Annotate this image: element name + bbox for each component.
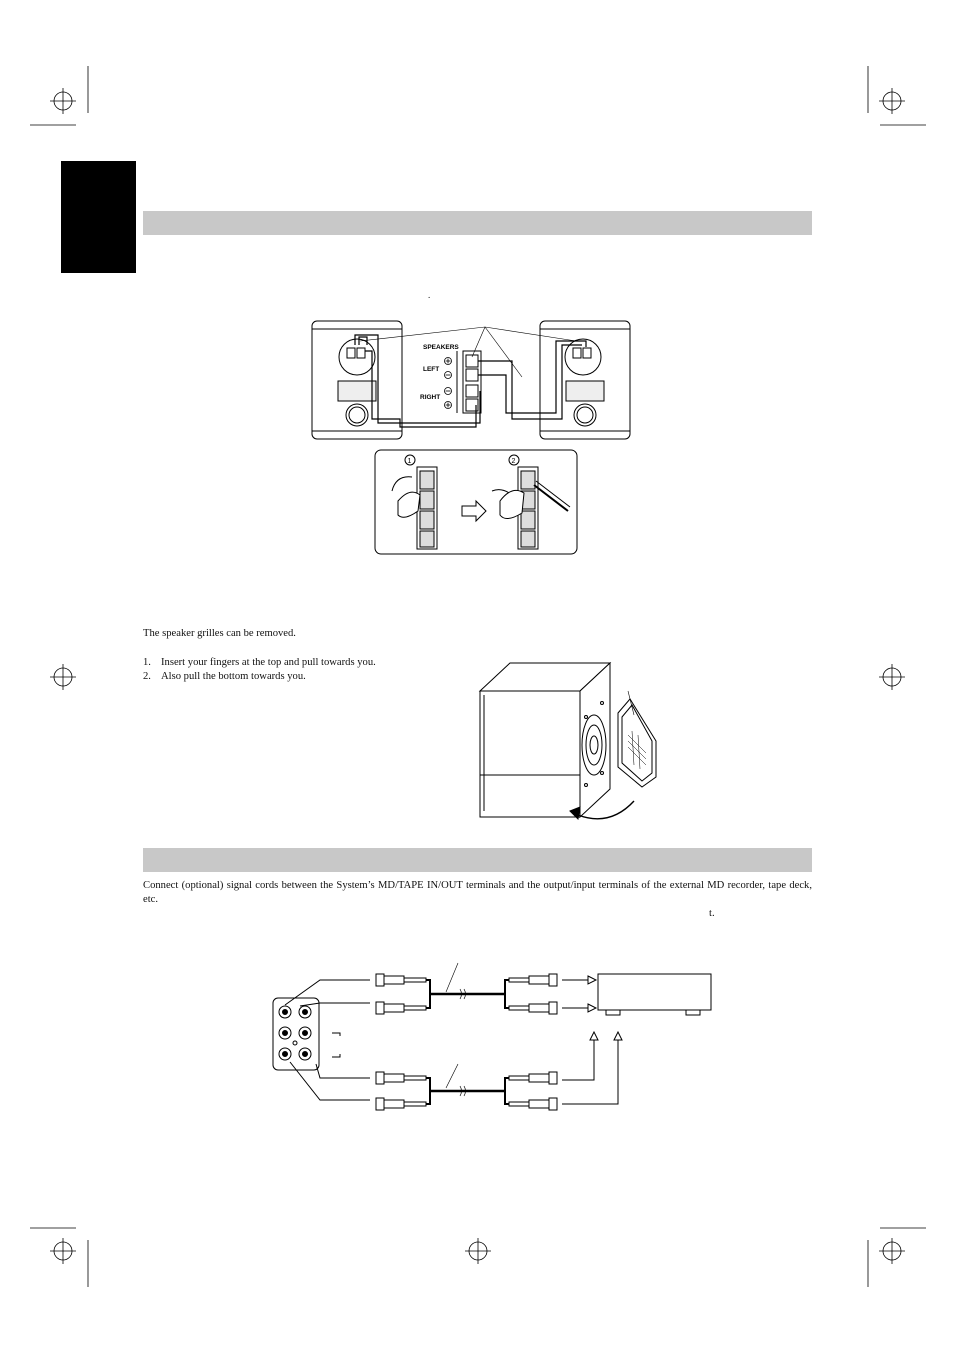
grille-step-1 <box>143 656 376 670</box>
language-tab <box>61 161 136 273</box>
upper-signal-cord <box>376 963 557 1014</box>
stray-mark: . <box>428 290 431 300</box>
step-1-marker: 1 <box>407 458 412 465</box>
speaker-connection-diagram <box>300 315 640 560</box>
grille-step-2-number: 2. <box>143 671 151 682</box>
lower-signal-cord <box>376 1064 557 1110</box>
right-speaker-rear <box>540 321 630 439</box>
section-header-bar-external <box>143 848 812 872</box>
speaker-terminal-block <box>457 351 481 413</box>
step-2-marker: 2 <box>511 458 516 465</box>
right-terminal-label: RIGHT <box>420 394 441 401</box>
left-speaker-rear <box>312 321 402 439</box>
grille-step-1-number: 1. <box>143 657 151 668</box>
external-connection-diagram <box>270 960 720 1120</box>
grille-step-1-text: Insert your fingers at the top and pull towards you. <box>161 657 376 668</box>
stray-text: t. <box>709 908 715 919</box>
grille-intro-text: The speaker grilles can be removed. <box>143 628 296 639</box>
grille-removal-illustration <box>470 655 670 825</box>
grille-step-2 <box>143 670 306 684</box>
grille-step-2-text: Also pull the bottom towards you. <box>161 671 306 682</box>
section-header-bar-speakers <box>143 211 812 235</box>
wire-insertion-steps <box>375 450 577 554</box>
speakers-terminal-title: SPEAKERS <box>423 344 459 351</box>
external-md-recorder <box>598 974 711 1015</box>
left-terminal-label: LEFT <box>423 366 440 373</box>
md-tape-jack-panel <box>273 998 319 1070</box>
external-connection-paragraph: Connect (optional) signal cords between the System’s MD/TAPE IN/OUT terminals and the output/input terminals of the external MD recorder, tape deck, etc. <box>143 880 812 905</box>
